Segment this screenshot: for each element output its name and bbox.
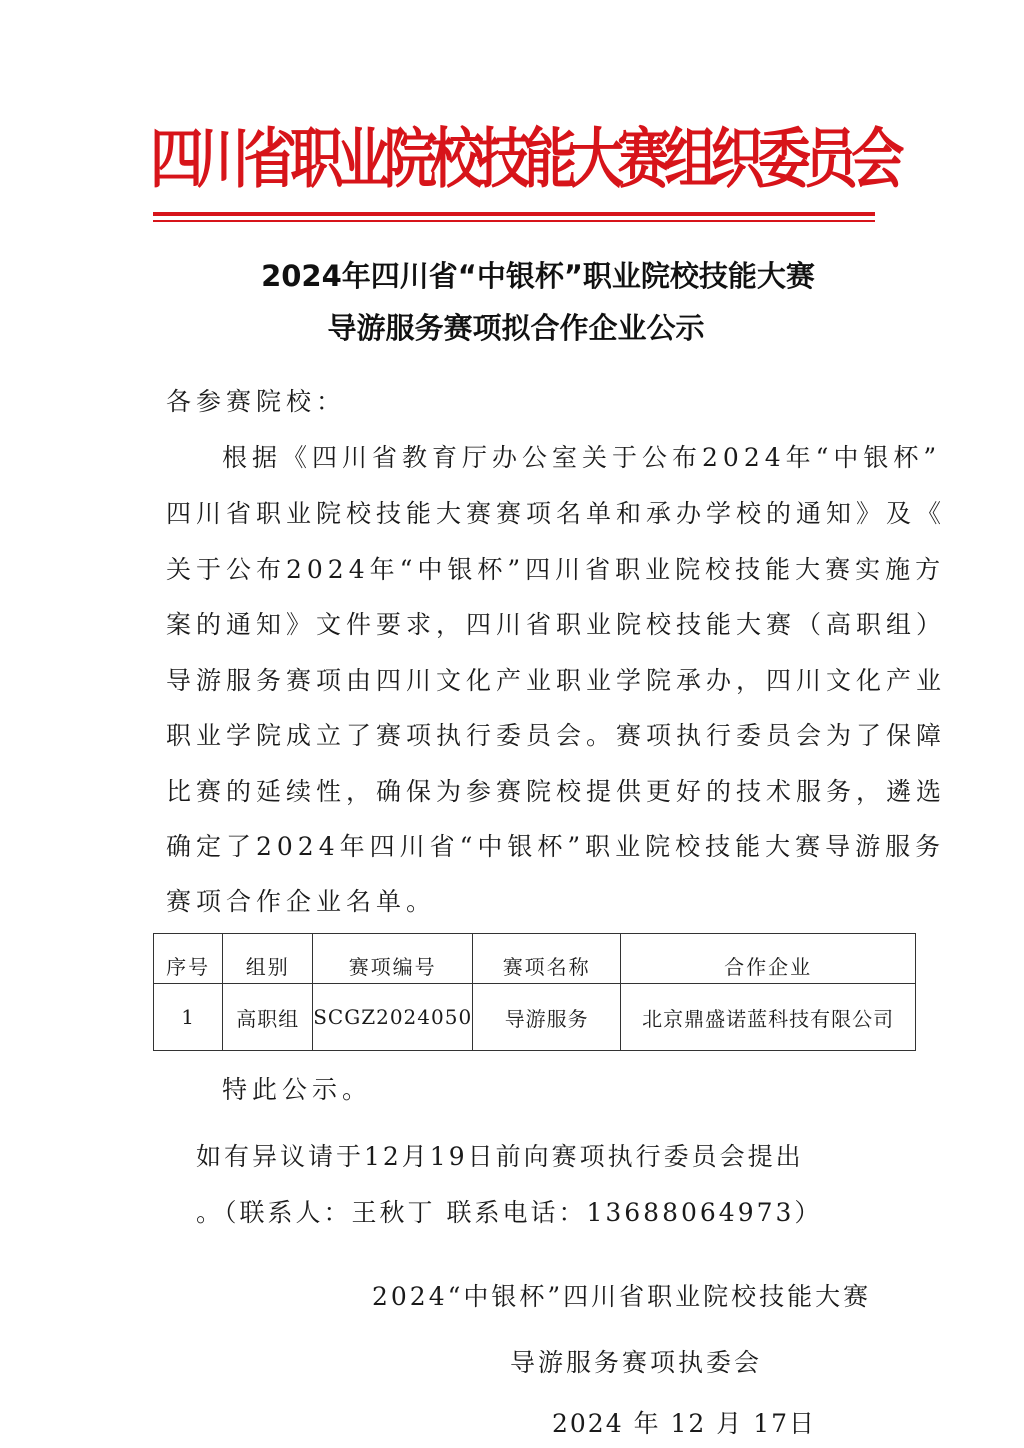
table-header-cell: 赛项编号 — [313, 934, 473, 984]
body-line: 导游服务赛项由四川文化产业职业学院承办，四川文化产业 — [166, 666, 947, 695]
body-line: 比赛的延续性，确保为参赛院校提供更好的技术服务，遴选 — [166, 777, 947, 806]
objection-note: 如有异议请于12月19日前向赛项执行委员会提出 — [196, 1142, 804, 1171]
table-header-cell: 赛项名称 — [473, 934, 621, 984]
contact-info: 。（联系人：王秋丁 联系电话：13688064973） — [196, 1198, 823, 1227]
document-title-line2: 导游服务赛项拟合作企业公示 — [327, 311, 705, 345]
table-header-cell: 序号 — [154, 934, 223, 984]
table-cell-company: 北京鼎盛诺蓝科技有限公司 — [621, 984, 916, 1051]
signature-org-line2: 导游服务赛项执委会 — [510, 1348, 763, 1377]
table-cell-group: 高职组 — [223, 984, 313, 1051]
body-line: 关于公布2024年“中银杯”四川省职业院校技能大赛实施方 — [166, 555, 946, 584]
document-title-line1: 2024年四川省“中银杯”职业院校技能大赛 — [261, 259, 815, 293]
body-line: 根据《四川省教育厅办公室关于公布2024年“中银杯” — [222, 443, 942, 472]
body-line: 案的通知》文件要求，四川省职业院校技能大赛（高职组） — [166, 610, 947, 639]
letterhead-org-name: 四川省职业院校技能大赛组织委员会 — [150, 122, 898, 197]
table-cell-event: 导游服务 — [473, 984, 621, 1051]
table-header-cell: 组别 — [223, 934, 313, 984]
body-line: 赛项合作企业名单。 — [166, 887, 437, 916]
letterhead-rule-thick — [153, 212, 875, 216]
letterhead-rule-thin — [153, 220, 875, 222]
salutation: 各参赛院校： — [166, 387, 347, 416]
signature-date: 2024 年 12 月 17日 — [552, 1409, 817, 1438]
partner-table — [153, 933, 916, 1051]
body-line: 确定了2024年四川省“中银杯”职业院校技能大赛导游服务 — [166, 832, 946, 861]
body-line: 四川省职业院校技能大赛赛项名单和承办学校的通知》及《 — [166, 499, 947, 528]
signature-org-line1: 2024“中银杯”四川省职业院校技能大赛 — [372, 1282, 872, 1311]
body-line: 职业学院成立了赛项执行委员会。赛项执行委员会为了保障 — [166, 721, 947, 750]
table-header-row — [154, 934, 916, 984]
table-cell-index: 1 — [154, 984, 223, 1051]
table-row — [154, 984, 916, 1051]
table-cell-code: SCGZ2024050 — [313, 984, 473, 1051]
table-header-cell: 合作企业 — [621, 934, 916, 984]
closing-announce: 特此公示。 — [222, 1075, 373, 1104]
